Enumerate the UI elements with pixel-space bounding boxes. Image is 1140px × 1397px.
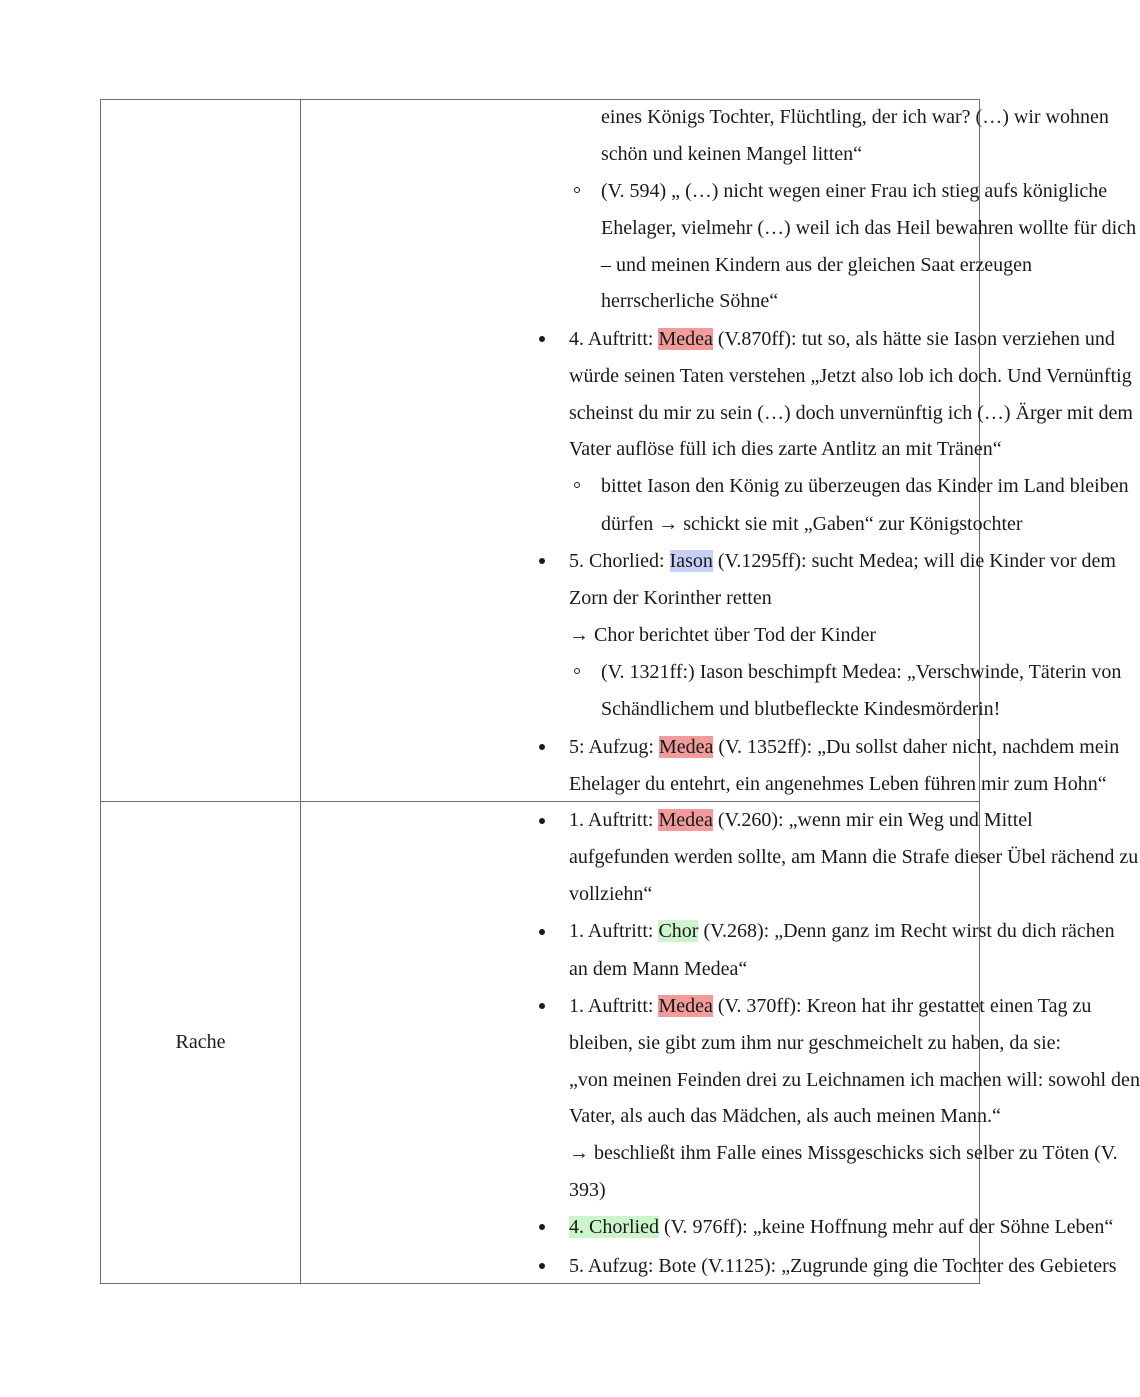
sub-bullet-icon <box>574 187 580 193</box>
text-line <box>569 735 1119 759</box>
bullet-icon <box>539 1224 545 1230</box>
text-line <box>569 549 1116 573</box>
text-line: Zorn der Korinther retten <box>569 587 772 609</box>
text-line: Ehelager, vielmehr (…) weil ich das Heil bewahren wollte für dich <box>601 217 1137 239</box>
sub-bullet-icon <box>574 482 580 488</box>
text-line: Ehelager du entehrt, ein angenehmes Leben führen mir zum Hohn“ <box>569 773 1107 795</box>
speaker-highlight-iason: Iason <box>669 550 713 572</box>
text-line <box>569 1215 1113 1239</box>
text-line: herrscherliche Söhne“ <box>601 290 779 312</box>
text-line <box>569 327 1115 351</box>
text-line: bittet Iason den König zu überzeugen das Kinder im Land bleiben <box>601 475 1129 497</box>
content-table <box>100 99 1140 1284</box>
theme-cell <box>101 802 301 1283</box>
speaker-highlight-medea: Medea <box>658 995 713 1017</box>
scene-label: 1. Auftritt: <box>569 920 659 942</box>
text-line: aufgefunden werden sollte, am Mann die Strafe dieser Übel rächend zu <box>569 846 1139 868</box>
quote-text: (V.268): „Denn ganz im Recht wirst du dich rächen <box>698 920 1115 942</box>
scene-label: 1. Auftritt: <box>569 809 659 831</box>
text-line: bleiben, sie gibt zum ihm nur geschmeichelt zu haben, da sie: <box>569 1032 1062 1054</box>
scene-label: 5: Aufzug: <box>569 736 659 758</box>
scene-label: 5. Chorlied: <box>569 550 670 572</box>
quotes-cell <box>301 802 1140 1283</box>
text-line: würde seinen Taten verstehen „Jetzt also lob ich doch. Und Vernünftig <box>569 365 1132 387</box>
text-line <box>569 919 1115 943</box>
bullet-icon <box>539 818 545 824</box>
speaker-highlight-chor: Chor <box>658 920 699 942</box>
text-line: „von meinen Feinden drei zu Leichnamen ich machen will: sowohl den <box>569 1069 1140 1091</box>
bullet-icon <box>539 929 545 935</box>
table-row <box>101 100 1137 801</box>
speaker-highlight-medea: Medea <box>658 328 713 350</box>
text-line: (V. 594) „ (…) nicht wegen einer Frau ich stieg aufs königliche <box>601 180 1108 202</box>
speaker-highlight-medea: Medea <box>659 736 714 758</box>
theme-label: Rache <box>175 1031 226 1053</box>
bullet-icon <box>539 1003 545 1009</box>
theme-cell <box>101 100 301 801</box>
text-line: → Chor berichtet über Tod der Kinder <box>569 624 877 646</box>
speaker-highlight-chor: 4. Chorlied <box>569 1216 659 1238</box>
quote-text: (V. 1352ff): „Du sollst daher nicht, nachdem mein <box>713 736 1120 758</box>
quote-text: (V.870ff): tut so, als hätte sie Iason verziehen und <box>712 328 1115 350</box>
quotes-cell <box>301 100 1137 801</box>
text-line: schön und keinen Mangel litten“ <box>601 143 863 165</box>
text-line <box>569 808 1033 832</box>
speaker-highlight-medea: Medea <box>658 809 713 831</box>
text-line: eines Königs Tochter, Flüchtling, der ich war? (…) wir wohnen <box>601 106 1109 128</box>
bullet-icon <box>539 558 545 564</box>
sub-bullet-icon <box>574 668 580 674</box>
text-line: Vater auflöse füll ich dies zarte Antlitz an mit Tränen“ <box>569 438 1002 460</box>
bullet-icon <box>539 1263 545 1269</box>
text-line: 393) <box>569 1179 606 1201</box>
text-line: dürfen → schickt sie mit „Gaben“ zur Königstochter <box>601 513 1023 535</box>
bullet-icon <box>539 336 545 342</box>
text-line <box>569 994 1091 1018</box>
text-line: scheinst du mir zu sein (…) doch unvernünftig ich (…) Ärger mit dem <box>569 402 1133 424</box>
text-line: → beschließt ihm Falle eines Missgeschicks sich selber zu Töten (V. <box>569 1142 1118 1164</box>
text-line: Schändlichem und blutbefleckte Kindesmörderin! <box>601 698 1001 720</box>
text-line: – und meinen Kindern aus der gleichen Saat erzeugen <box>601 254 1032 276</box>
text-line: Vater, als auch das Mädchen, als auch meinen Mann.“ <box>569 1105 1001 1127</box>
scene-label: 4. Auftritt: <box>569 328 659 350</box>
text-line: 5. Aufzug: Bote (V.1125): „Zugrunde ging die Tochter des Gebieters <box>569 1255 1117 1277</box>
quote-text: (V.1295ff): sucht Medea; will die Kinder vor dem <box>712 550 1116 572</box>
scene-label: 1. Auftritt: <box>569 995 659 1017</box>
text-line: (V. 1321ff:) Iason beschimpft Medea: „Verschwinde, Täterin von <box>601 661 1122 683</box>
table-row <box>101 801 1140 1283</box>
bullet-icon <box>539 744 545 750</box>
text-line: vollziehn“ <box>569 883 653 905</box>
quote-text: (V. 976ff): „keine Hoffnung mehr auf der Söhne Leben“ <box>659 1216 1114 1238</box>
quote-text: (V.260): „wenn mir ein Weg und Mittel <box>712 809 1033 831</box>
text-line: an dem Mann Medea“ <box>569 958 748 980</box>
quote-text: (V. 370ff): Kreon hat ihr gestattet einen Tag zu <box>712 995 1092 1017</box>
